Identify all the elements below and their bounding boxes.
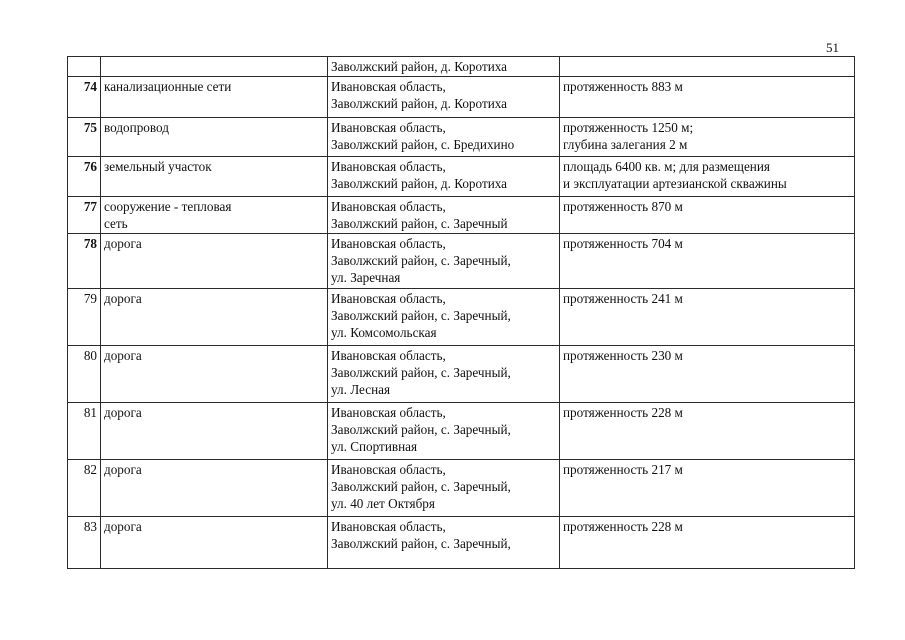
characteristic-line: и эксплуатации артезианской скважины	[563, 176, 787, 191]
object-address	[328, 517, 560, 569]
object-name: дорога	[101, 289, 328, 346]
object-name: дорога	[101, 346, 328, 403]
row-number: 82	[68, 460, 101, 517]
characteristic-line: площадь 6400 кв. м; для размещения	[563, 159, 770, 174]
address-line: ул. Заречная	[331, 270, 401, 285]
address-line: Заволжский район, д. Коротиха	[331, 59, 508, 74]
characteristic-line: протяженность 241 м	[563, 291, 683, 306]
object-characteristic	[560, 77, 855, 118]
row-number: 76	[68, 157, 101, 197]
object-address	[328, 289, 560, 346]
address-line: Ивановская область,	[331, 405, 446, 420]
table-row	[68, 197, 855, 234]
table-row	[68, 234, 855, 289]
table-row	[68, 289, 855, 346]
object-characteristic	[560, 57, 855, 77]
object-name	[101, 57, 328, 77]
address-line: Заволжский район, д. Коротиха	[331, 96, 508, 111]
object-characteristic	[560, 517, 855, 569]
object-name: дорога	[101, 403, 328, 460]
address-line: Заволжский район, с. Бредихино	[331, 137, 515, 152]
table-row	[68, 403, 855, 460]
object-address	[328, 77, 560, 118]
object-characteristic	[560, 234, 855, 289]
object-name: земельный участок	[101, 157, 328, 197]
row-number: 83	[68, 517, 101, 569]
address-line: Ивановская область,	[331, 348, 446, 363]
object-address	[328, 460, 560, 517]
address-line: Заволжский район, д. Коротиха	[331, 176, 508, 191]
table-row	[68, 57, 855, 77]
row-number	[68, 57, 101, 77]
object-address	[328, 346, 560, 403]
object-address	[328, 118, 560, 157]
address-line: Заволжский район, с. Заречный,	[331, 479, 511, 494]
address-line: Ивановская область,	[331, 291, 446, 306]
characteristic-line: протяженность 230 м	[563, 348, 683, 363]
address-line: Ивановская область,	[331, 79, 446, 94]
address-line: Заволжский район, с. Заречный,	[331, 253, 511, 268]
address-line: Ивановская область,	[331, 120, 446, 135]
table-row	[68, 118, 855, 157]
address-line: Заволжский район, с. Заречный	[331, 216, 508, 231]
table-row	[68, 517, 855, 569]
table-row	[68, 460, 855, 517]
table-body	[68, 57, 855, 569]
address-line: Заволжский район, с. Заречный,	[331, 536, 511, 551]
address-line: Ивановская область,	[331, 519, 446, 534]
object-address	[328, 157, 560, 197]
characteristic-line: протяженность 228 м	[563, 405, 683, 420]
table-row	[68, 77, 855, 118]
address-line: Ивановская область,	[331, 199, 446, 214]
object-address	[328, 234, 560, 289]
address-line: Ивановская область,	[331, 236, 446, 251]
row-number: 79	[68, 289, 101, 346]
object-name: дорога	[101, 234, 328, 289]
characteristic-line: протяженность 228 м	[563, 519, 683, 534]
row-number: 77	[68, 197, 101, 234]
table-row	[68, 346, 855, 403]
object-name: дорога	[101, 517, 328, 569]
object-name: сооружение - тепловая сеть	[101, 197, 328, 234]
object-address	[328, 197, 560, 234]
row-number: 78	[68, 234, 101, 289]
row-number: 81	[68, 403, 101, 460]
object-address	[328, 403, 560, 460]
object-characteristic	[560, 157, 855, 197]
address-line: ул. Лесная	[331, 382, 391, 397]
page-number: 51	[826, 40, 839, 55]
address-line: Заволжский район, с. Заречный,	[331, 365, 511, 380]
address-line: Заволжский район, с. Заречный,	[331, 422, 511, 437]
characteristic-line: глубина залегания 2 м	[563, 137, 688, 152]
object-characteristic	[560, 346, 855, 403]
characteristic-line: протяженность 870 м	[563, 199, 683, 214]
characteristic-line: протяженность 217 м	[563, 462, 683, 477]
address-line: ул. Спортивная	[331, 439, 418, 454]
characteristic-line: протяженность 883 м	[563, 79, 683, 94]
object-characteristic	[560, 289, 855, 346]
object-characteristic	[560, 403, 855, 460]
object-characteristic	[560, 460, 855, 517]
object-name: канализационные сети	[101, 77, 328, 118]
row-number: 74	[68, 77, 101, 118]
address-line: ул. Комсомольская	[331, 325, 437, 340]
property-registry-table	[67, 56, 855, 569]
address-line: ул. 40 лет Октября	[331, 496, 435, 511]
object-characteristic	[560, 118, 855, 157]
object-name: дорога	[101, 460, 328, 517]
row-number: 75	[68, 118, 101, 157]
address-line: Заволжский район, с. Заречный,	[331, 308, 511, 323]
object-name: водопровод	[101, 118, 328, 157]
object-address	[328, 57, 560, 77]
object-characteristic	[560, 197, 855, 234]
characteristic-line: протяженность 1250 м;	[563, 120, 694, 135]
characteristic-line: протяженность 704 м	[563, 236, 683, 251]
table-row	[68, 157, 855, 197]
address-line: Ивановская область,	[331, 462, 446, 477]
row-number: 80	[68, 346, 101, 403]
address-line: Ивановская область,	[331, 159, 446, 174]
